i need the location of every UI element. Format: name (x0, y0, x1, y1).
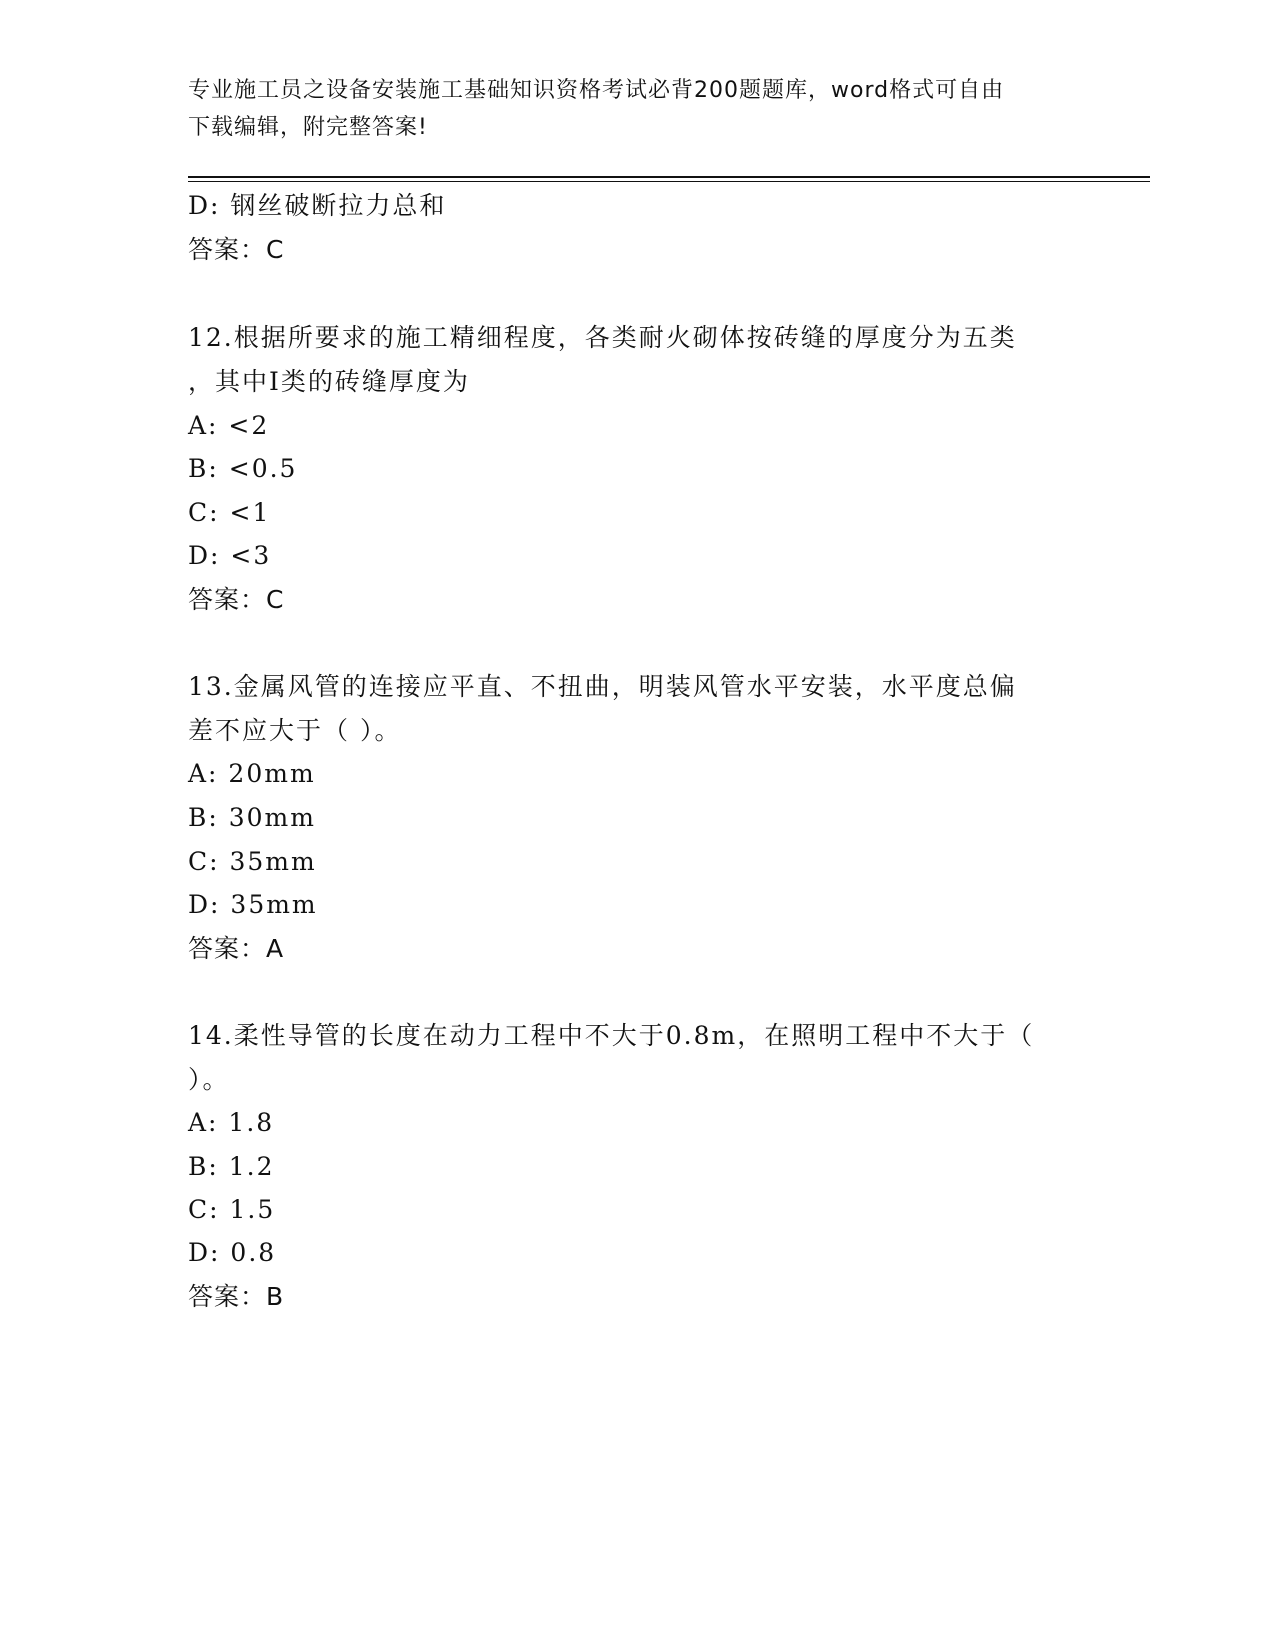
q13-option-b: B: 30mm (188, 803, 316, 832)
q13-option-c: C: 35mm (188, 847, 317, 876)
q12-answer: 答案：C (188, 585, 285, 614)
header-rule-thin (188, 181, 1150, 182)
q13-stem-line-2: 差不应大于（ ）。 (188, 716, 402, 745)
q13-option-d: D: 35mm (188, 890, 318, 919)
q12-stem-line-1: 12.根据所要求的施工精细程度，各类耐火砌体按砖缝的厚度分为五类 (188, 323, 1017, 352)
q12-stem-line-2: ，其中Ⅰ类的砖缝厚度为 (188, 367, 470, 396)
q14-option-d: D: 0.8 (188, 1238, 277, 1267)
document-header (188, 72, 1088, 146)
q12-option-b: B: <0.5 (188, 454, 298, 483)
q13-stem-line-1: 13.金属风管的连接应平直、不扭曲，明装风管水平安装，水平度总偏 (188, 672, 1017, 701)
header-line-1: 专业施工员之设备安装施工基础知识资格考试必背200题题库，word格式可自由 (188, 78, 1005, 103)
header-rule-thick (188, 176, 1150, 178)
q14-answer: 答案：B (188, 1282, 285, 1311)
q13-answer: 答案：A (188, 934, 285, 963)
q13-option-a: A: 20mm (188, 759, 316, 788)
q12-option-d: D: <3 (188, 541, 272, 570)
q12-option-c: C: <1 (188, 498, 271, 527)
q12-option-a: A: <2 (188, 411, 270, 440)
q14-option-b: B: 1.2 (188, 1152, 275, 1181)
q14-option-c: C: 1.5 (188, 1195, 276, 1224)
q14-stem-line-1: 14.柔性导管的长度在动力工程中不大于0.8m，在照明工程中不大于（ (188, 1021, 1035, 1050)
q11-answer: 答案：C (188, 235, 285, 264)
q14-stem-line-2: ）。 (188, 1065, 230, 1094)
header-line-2: 下载编辑，附完整答案! (188, 115, 428, 140)
q11-option-d: D: 钢丝破断拉力总和 (188, 191, 447, 220)
q14-option-a: A: 1.8 (188, 1108, 275, 1137)
